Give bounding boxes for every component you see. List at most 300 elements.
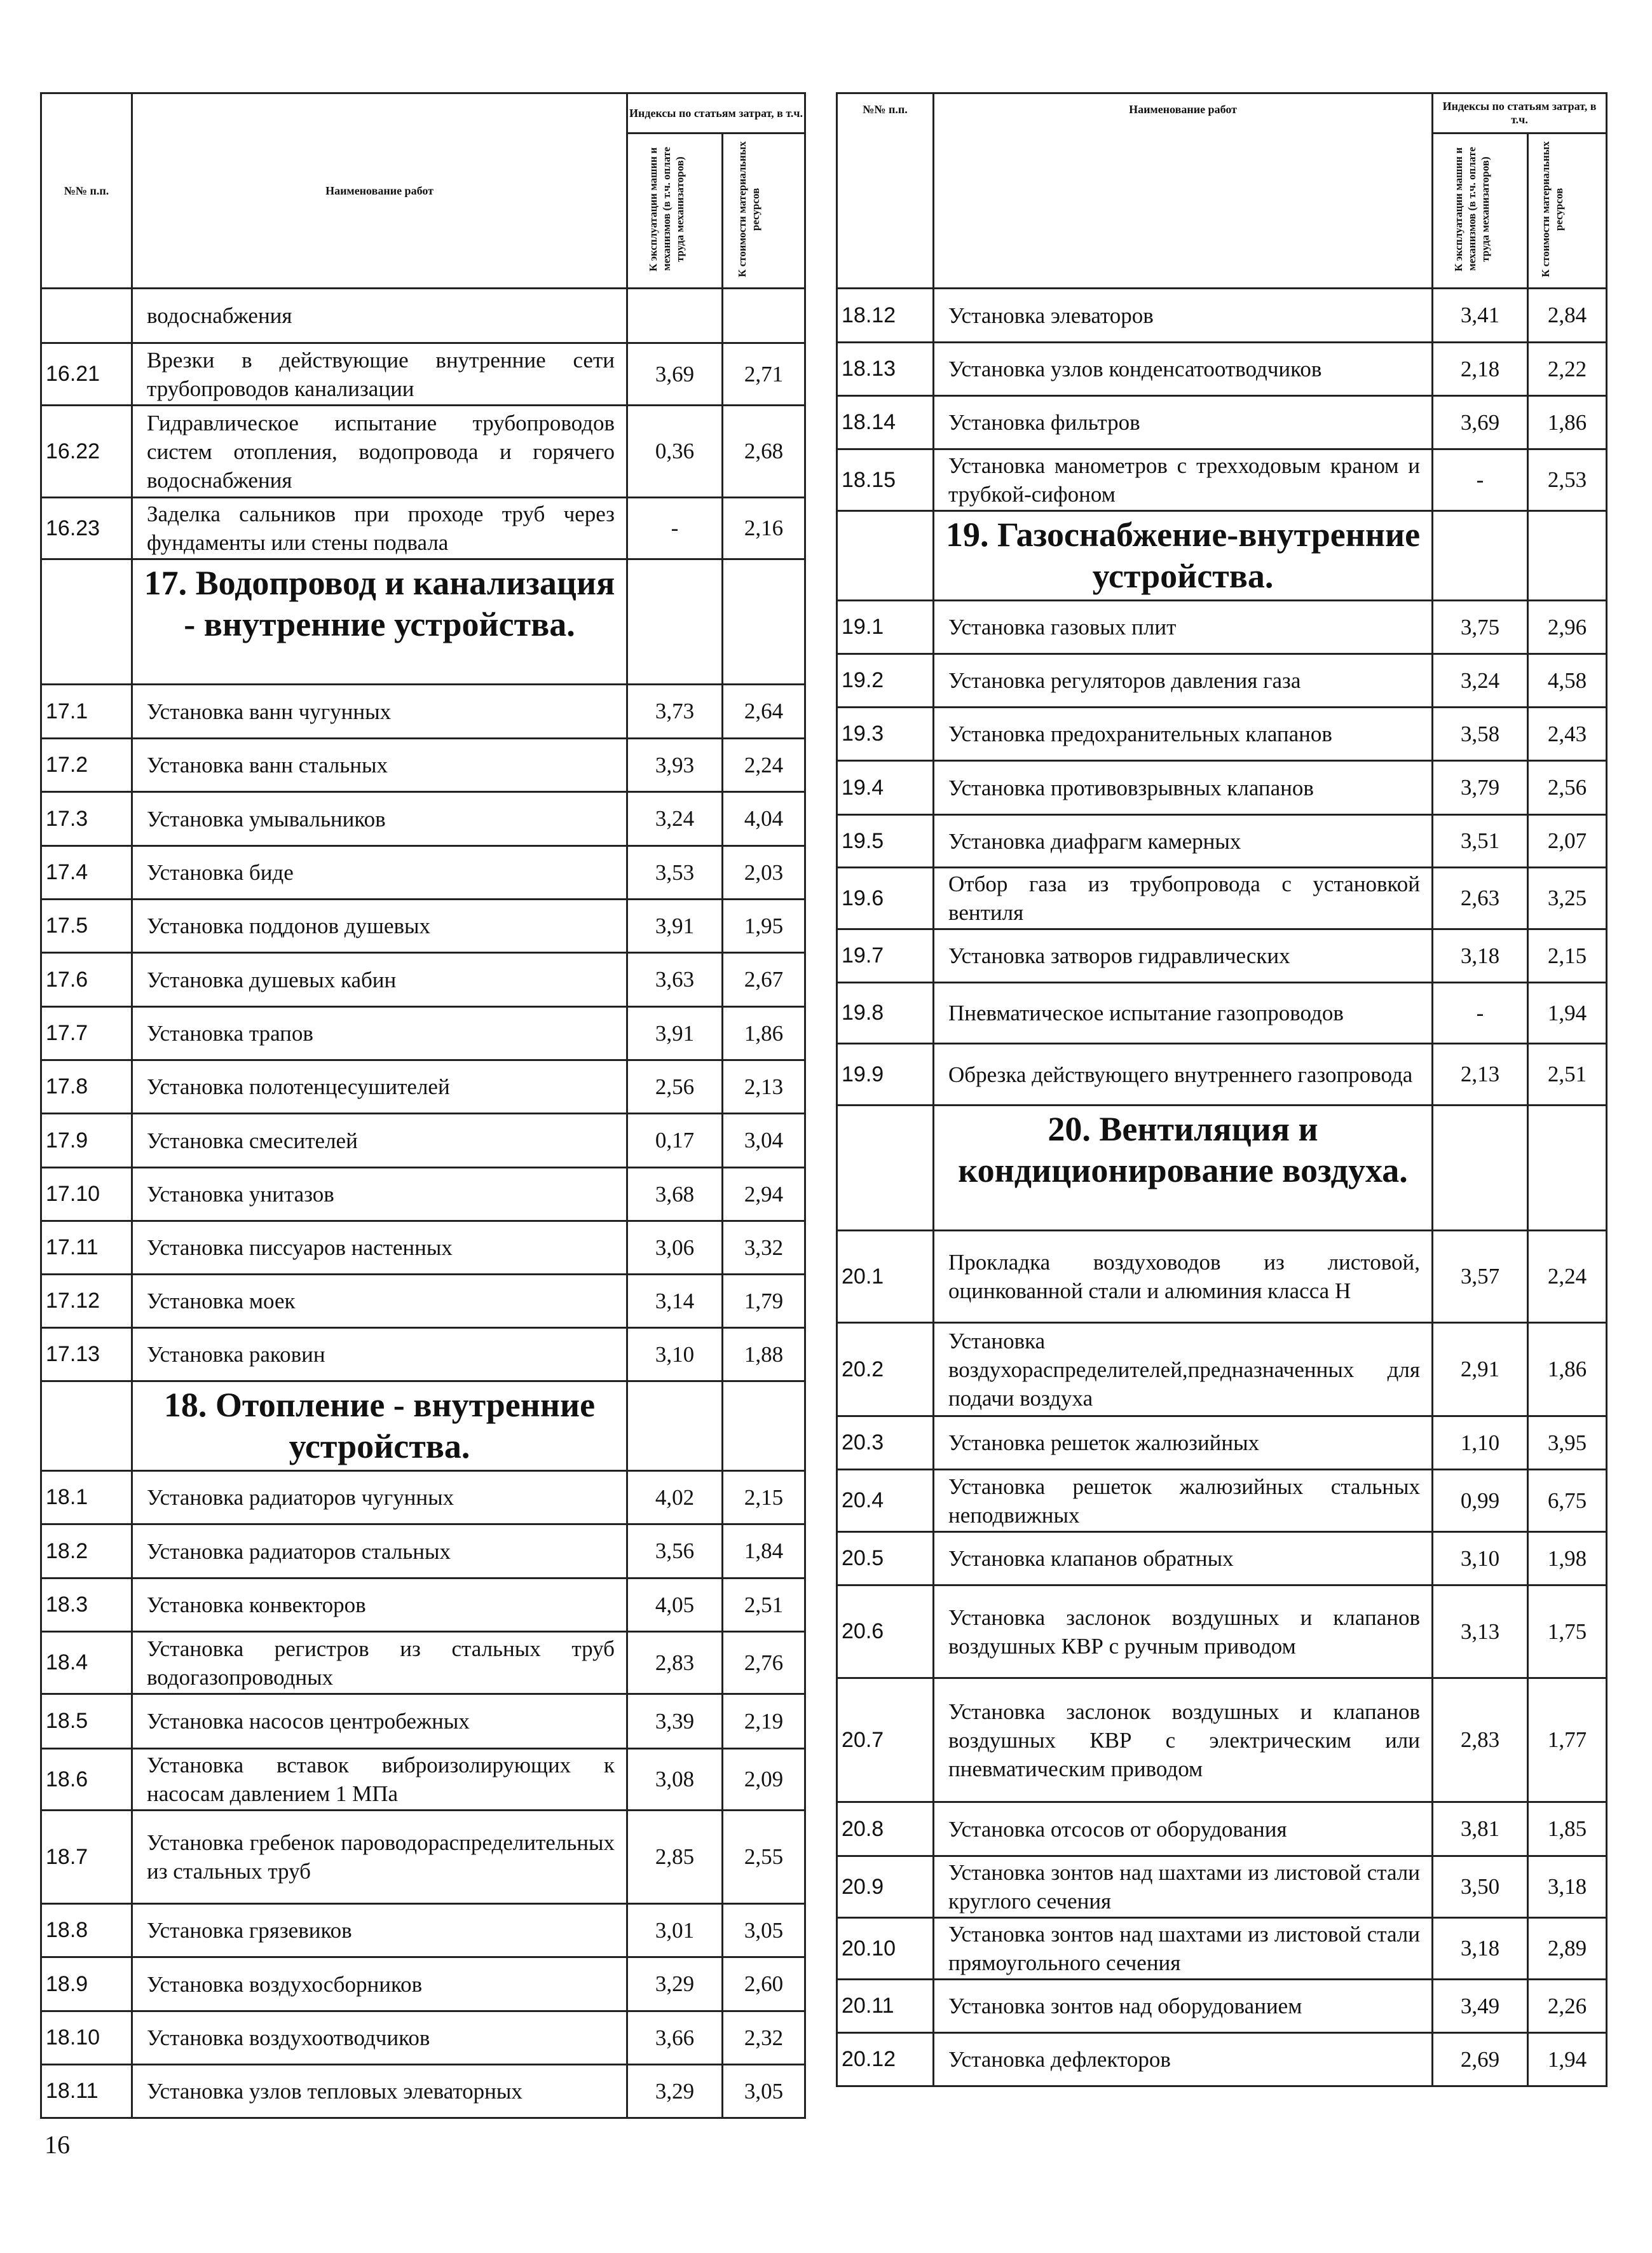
table-row: [41, 498, 805, 559]
machines-index: 2,56: [627, 1060, 723, 1114]
work-name: Установка воздухосборников: [132, 1957, 627, 2011]
work-name: Установка газовых плит: [934, 601, 1433, 654]
header-machines: К эксплуатации машин и механизмов (в т.ч. оплате труда механизаторов): [646, 147, 686, 271]
machines-index: -: [1433, 983, 1528, 1044]
machines-index: 2,63: [1433, 868, 1528, 929]
machines-index: 3,68: [627, 1168, 723, 1221]
row-number: 20.9: [837, 1856, 934, 1918]
machines-index: -: [1433, 449, 1528, 511]
materials-index: 1,94: [1528, 2033, 1607, 2086]
row-number: 18.14: [837, 396, 934, 449]
work-name: Установка затворов гидравлических: [934, 929, 1433, 983]
materials-index: 3,04: [723, 1114, 805, 1168]
work-name: Отбор газа из трубопровода с установкой вентиля: [934, 868, 1433, 929]
header-num: №№ п.п.: [837, 93, 934, 289]
machines-index: 0,99: [1433, 1470, 1528, 1532]
header-group: Индексы по статьям затрат, в т.ч.: [627, 93, 805, 134]
row-number: 18.12: [837, 289, 934, 343]
section-num-cell: [41, 1381, 132, 1471]
table-row: [41, 1007, 805, 1060]
materials-index: 2,60: [723, 1957, 805, 2011]
machines-index: 1,10: [1433, 1416, 1528, 1470]
machines-index: 3,08: [627, 1749, 723, 1811]
table-row: [837, 396, 1607, 449]
row-number: [41, 289, 132, 343]
machines-index: 3,29: [627, 2065, 723, 2118]
work-name: Установка душевых кабин: [132, 953, 627, 1007]
table-row: [41, 343, 805, 406]
machines-index: 3,66: [627, 2011, 723, 2065]
materials-index: 2,56: [1528, 761, 1607, 815]
materials-index: 2,16: [723, 498, 805, 559]
machines-index: 3,63: [627, 953, 723, 1007]
section-materials-cell: [723, 1381, 805, 1471]
machines-index: 3,41: [1433, 289, 1528, 343]
section-row: [837, 1106, 1607, 1231]
machines-index: 2,13: [1433, 1044, 1528, 1106]
header-materials-cell: [723, 134, 805, 289]
work-name: Гидравлическое испытание трубопроводов систем отопления, водопровода и горячего водоснабжения: [132, 406, 627, 498]
work-name: Установка решеток жалюзийных стальных неподвижных: [934, 1470, 1433, 1532]
row-number: 18.15: [837, 449, 934, 511]
row-number: 20.2: [837, 1323, 934, 1416]
materials-index: 1,79: [723, 1275, 805, 1328]
work-name: Установка решеток жалюзийных: [934, 1416, 1433, 1470]
materials-index: 3,05: [723, 2065, 805, 2118]
materials-index: 2,51: [1528, 1044, 1607, 1106]
materials-index: 1,95: [723, 900, 805, 953]
row-number: 18.10: [41, 2011, 132, 2065]
machines-index: 3,24: [1433, 654, 1528, 708]
machines-index: 3,39: [627, 1694, 723, 1749]
row-number: 17.10: [41, 1168, 132, 1221]
machines-index: 4,05: [627, 1578, 723, 1632]
machines-index: 3,56: [627, 1524, 723, 1578]
row-number: 18.8: [41, 1904, 132, 1957]
section-title: 18. Отопление - внутренние устройства.: [132, 1381, 627, 1471]
materials-index: 4,58: [1528, 654, 1607, 708]
machines-index: 3,18: [1433, 929, 1528, 983]
row-number: 19.9: [837, 1044, 934, 1106]
machines-index: 3,75: [1433, 601, 1528, 654]
section-row: [837, 511, 1607, 601]
table-row: [41, 1578, 805, 1632]
section-title: 19. Газоснабжение-внутренние устройства.: [934, 511, 1433, 601]
machines-index: 3,06: [627, 1221, 723, 1275]
materials-index: 6,75: [1528, 1470, 1607, 1532]
table-row: [837, 601, 1607, 654]
table-row: [837, 1416, 1607, 1470]
work-name: Установка узлов конденсатоотводчиков: [934, 343, 1433, 396]
row-number: 20.11: [837, 1980, 934, 2033]
work-name: Установка унитазов: [132, 1168, 627, 1221]
work-name: Установка дефлекторов: [934, 2033, 1433, 2086]
section-title: 20. Вентиляция и кондиционирование воздуха.: [934, 1106, 1433, 1231]
machines-index: 3,79: [1433, 761, 1528, 815]
materials-index: 2,07: [1528, 815, 1607, 868]
row-number: 19.7: [837, 929, 934, 983]
machines-index: 3,49: [1433, 1980, 1528, 2033]
materials-index: 1,88: [723, 1328, 805, 1381]
header-machines-cell: [1433, 134, 1528, 289]
work-name: Установка смесителей: [132, 1114, 627, 1168]
machines-index: 3,53: [627, 846, 723, 900]
table-row: [837, 929, 1607, 983]
section-row: [41, 1381, 805, 1471]
work-name: Установка узлов тепловых элеваторных: [132, 2065, 627, 2118]
machines-index: 0,17: [627, 1114, 723, 1168]
machines-index: 2,91: [1433, 1323, 1528, 1416]
machines-index: 3,93: [627, 739, 723, 792]
table-row: [41, 1904, 805, 1957]
work-name: Пневматическое испытание газопроводов: [934, 983, 1433, 1044]
machines-index: 3,01: [627, 1904, 723, 1957]
row-number: 20.5: [837, 1532, 934, 1585]
materials-index: 2,64: [723, 685, 805, 739]
row-number: 20.6: [837, 1585, 934, 1678]
materials-index: 2,84: [1528, 289, 1607, 343]
table-row: [837, 2033, 1607, 2086]
work-name: Установка зонтов над оборудованием: [934, 1980, 1433, 2033]
row-number: 19.1: [837, 601, 934, 654]
work-name: Установка моек: [132, 1275, 627, 1328]
header-group: Индексы по статьям затрат, в т.ч.: [1433, 93, 1607, 134]
table-row: [837, 1980, 1607, 2033]
row-number: 20.4: [837, 1470, 934, 1532]
row-number: 17.5: [41, 900, 132, 953]
work-name: Установка полотенцесушителей: [132, 1060, 627, 1114]
work-name: Установка насосов центробежных: [132, 1694, 627, 1749]
machines-index: 3,10: [627, 1328, 723, 1381]
table-row: [837, 1856, 1607, 1918]
table-row: [41, 406, 805, 498]
section-num-cell: [837, 511, 934, 601]
materials-index: 1,75: [1528, 1585, 1607, 1678]
materials-index: 2,53: [1528, 449, 1607, 511]
table-row: [41, 953, 805, 1007]
table-row: [837, 1470, 1607, 1532]
work-name: Установка поддонов душевых: [132, 900, 627, 953]
row-number: 18.2: [41, 1524, 132, 1578]
machines-index: 3,91: [627, 900, 723, 953]
table-row: [41, 1328, 805, 1381]
materials-index: 2,68: [723, 406, 805, 498]
table-row: [837, 1532, 1607, 1585]
table-row: [41, 900, 805, 953]
row-number: 20.3: [837, 1416, 934, 1470]
row-number: 17.13: [41, 1328, 132, 1381]
row-number: 17.2: [41, 739, 132, 792]
table-row: [837, 1918, 1607, 1980]
row-number: 18.1: [41, 1471, 132, 1524]
work-name: Установка гребенок пароводораспределительных из стальных труб: [132, 1811, 627, 1904]
machines-index: 3,58: [1433, 708, 1528, 761]
table-row: [41, 1275, 805, 1328]
work-name: Установка отсосов от оборудования: [934, 1802, 1433, 1856]
materials-index: 2,09: [723, 1749, 805, 1811]
header-materials: К стоимости материальных ресурсов: [735, 141, 761, 277]
header-name: Наименование работ: [132, 93, 627, 289]
row-number: 17.4: [41, 846, 132, 900]
table-row: [837, 1231, 1607, 1323]
materials-index: 2,51: [723, 1578, 805, 1632]
section-row: [41, 559, 805, 685]
table-row: [837, 449, 1607, 511]
row-number: 16.23: [41, 498, 132, 559]
work-name: Врезки в действующие внутренние сети трубопроводов канализации: [132, 343, 627, 406]
row-number: 18.6: [41, 1749, 132, 1811]
materials-index: 2,24: [1528, 1231, 1607, 1323]
work-name: Установка биде: [132, 846, 627, 900]
section-title: 17. Водопровод и канализация - внутренние устройства.: [132, 559, 627, 685]
work-name: Установка грязевиков: [132, 1904, 627, 1957]
section-machines-cell: [1433, 1106, 1528, 1231]
table-row: [41, 1471, 805, 1524]
materials-index: 2,76: [723, 1632, 805, 1694]
work-name: Установка радиаторов чугунных: [132, 1471, 627, 1524]
machines-index: 3,73: [627, 685, 723, 739]
work-name: Установка трапов: [132, 1007, 627, 1060]
header-name: Наименование работ: [934, 93, 1433, 289]
table-row: [41, 685, 805, 739]
row-number: 18.7: [41, 1811, 132, 1904]
materials-index: 2,43: [1528, 708, 1607, 761]
materials-index: 1,85: [1528, 1802, 1607, 1856]
table-row: [41, 1749, 805, 1811]
materials-index: 1,86: [1528, 396, 1607, 449]
section-machines-cell: [1433, 511, 1528, 601]
table-row: [41, 1060, 805, 1114]
machines-index: 3,69: [627, 343, 723, 406]
work-name: Установка вставок виброизолирующих к насосам давлением 1 МПа: [132, 1749, 627, 1811]
header-machines: К эксплуатации машин и механизмов (в т.ч. оплате труда механизаторов): [1452, 147, 1491, 271]
row-number: 17.3: [41, 792, 132, 846]
materials-index: 2,32: [723, 2011, 805, 2065]
machines-index: 2,18: [1433, 343, 1528, 396]
materials-index: 2,26: [1528, 1980, 1607, 2033]
materials-index: 2,89: [1528, 1918, 1607, 1980]
work-name: Установка ванн стальных: [132, 739, 627, 792]
table-row: [41, 1694, 805, 1749]
work-name: Установка радиаторов стальных: [132, 1524, 627, 1578]
materials-index: 2,96: [1528, 601, 1607, 654]
materials-index: 1,94: [1528, 983, 1607, 1044]
machines-index: 3,29: [627, 1957, 723, 2011]
materials-index: 1,77: [1528, 1678, 1607, 1802]
row-number: 19.2: [837, 654, 934, 708]
materials-index: 2,13: [723, 1060, 805, 1114]
row-number: 17.9: [41, 1114, 132, 1168]
section-machines-cell: [627, 1381, 723, 1471]
table-row: [837, 868, 1607, 929]
materials-index: 1,98: [1528, 1532, 1607, 1585]
section-machines-cell: [627, 559, 723, 685]
table-row: [41, 2065, 805, 2118]
work-name: Установка конвекторов: [132, 1578, 627, 1632]
work-name: Установка зонтов над шахтами из листовой стали круглого сечения: [934, 1856, 1433, 1918]
work-name: Установка фильтров: [934, 396, 1433, 449]
table-row: [837, 654, 1607, 708]
work-name: Установка раковин: [132, 1328, 627, 1381]
table-row: [837, 1802, 1607, 1856]
row-number: 20.7: [837, 1678, 934, 1802]
materials-index: 3,25: [1528, 868, 1607, 929]
materials-index: 3,32: [723, 1221, 805, 1275]
machines-index: 2,83: [627, 1632, 723, 1694]
table-row: [41, 792, 805, 846]
machines-index: 3,81: [1433, 1802, 1528, 1856]
machines-index: 0,36: [627, 406, 723, 498]
table-row: [41, 1957, 805, 2011]
materials-index: 2,94: [723, 1168, 805, 1221]
row-number: 19.3: [837, 708, 934, 761]
table-row: [837, 1323, 1607, 1416]
table-row: [41, 2011, 805, 2065]
materials-index: 3,95: [1528, 1416, 1607, 1470]
work-name: Установка регуляторов давления газа: [934, 654, 1433, 708]
work-name: Установка манометров с трехходовым краном и трубкой-сифоном: [934, 449, 1433, 511]
materials-index: 3,05: [723, 1904, 805, 1957]
work-name: Установка регистров из стальных труб водогазопроводных: [132, 1632, 627, 1694]
machines-index: 3,14: [627, 1275, 723, 1328]
materials-index: 1,86: [723, 1007, 805, 1060]
row-number: 20.10: [837, 1918, 934, 1980]
work-name: Установка воздухораспределителей,предназначенных для подачи воздуха: [934, 1323, 1433, 1416]
machines-index: 2,85: [627, 1811, 723, 1904]
table-row: [837, 983, 1607, 1044]
table-row: [41, 1632, 805, 1694]
row-number: 17.7: [41, 1007, 132, 1060]
materials-index: 2,19: [723, 1694, 805, 1749]
work-name: Установка противовзрывных клапанов: [934, 761, 1433, 815]
section-num-cell: [41, 559, 132, 685]
left-table: [40, 92, 806, 2119]
row-number: 20.12: [837, 2033, 934, 2086]
header-materials-cell: [1528, 134, 1607, 289]
work-name: Установка диафрагм камерных: [934, 815, 1433, 868]
page-number: 16: [44, 2130, 70, 2159]
row-number: 18.11: [41, 2065, 132, 2118]
machines-index: 3,69: [1433, 396, 1528, 449]
row-number: 20.8: [837, 1802, 934, 1856]
machines-index: 3,24: [627, 792, 723, 846]
table-row: [41, 846, 805, 900]
materials-index: 2,22: [1528, 343, 1607, 396]
machines-index: 2,69: [1433, 2033, 1528, 2086]
row-number: 19.8: [837, 983, 934, 1044]
table-row: [837, 815, 1607, 868]
row-number: 17.12: [41, 1275, 132, 1328]
table-row: [41, 1221, 805, 1275]
materials-index: 2,67: [723, 953, 805, 1007]
machines-index: 3,18: [1433, 1918, 1528, 1980]
work-name: Установка заслонок воздушных и клапанов воздушных КВР с электрическим или пневматическим приводом: [934, 1678, 1433, 1802]
materials-index: 1,86: [1528, 1323, 1607, 1416]
machines-index: 3,50: [1433, 1856, 1528, 1918]
row-number: 19.4: [837, 761, 934, 815]
row-number: 18.5: [41, 1694, 132, 1749]
work-name: Установка заслонок воздушных и клапанов воздушных КВР с ручным приводом: [934, 1585, 1433, 1678]
materials-index: 2,03: [723, 846, 805, 900]
table-row: [41, 739, 805, 792]
work-name: Прокладка воздуховодов из листовой, оцинкованной стали и алюминия класса Н: [934, 1231, 1433, 1323]
work-name: Обрезка действующего внутреннего газопровода: [934, 1044, 1433, 1106]
table-row: [837, 761, 1607, 815]
work-name: Установка клапанов обратных: [934, 1532, 1433, 1585]
section-materials-cell: [723, 559, 805, 685]
table-row: [41, 1114, 805, 1168]
machines-index: 2,83: [1433, 1678, 1528, 1802]
work-name: Заделка сальников при проходе труб через фундаменты или стены подвала: [132, 498, 627, 559]
table-row: [41, 1811, 805, 1904]
work-name: Установка зонтов над шахтами из листовой стали прямоугольного сечения: [934, 1918, 1433, 1980]
machines-index: [627, 289, 723, 343]
machines-index: 4,02: [627, 1471, 723, 1524]
row-number: 17.1: [41, 685, 132, 739]
work-name: Установка умывальников: [132, 792, 627, 846]
machines-index: 3,57: [1433, 1231, 1528, 1323]
row-number: 16.21: [41, 343, 132, 406]
row-number: 19.5: [837, 815, 934, 868]
row-number: 16.22: [41, 406, 132, 498]
header-machines-cell: [627, 134, 723, 289]
row-number: 17.6: [41, 953, 132, 1007]
work-name: Установка ванн чугунных: [132, 685, 627, 739]
table-row: [837, 343, 1607, 396]
work-name: Установка предохранительных клапанов: [934, 708, 1433, 761]
table-row: [41, 289, 805, 343]
section-num-cell: [837, 1106, 934, 1231]
materials-index: 2,15: [1528, 929, 1607, 983]
machines-index: 3,10: [1433, 1532, 1528, 1585]
row-number: 18.3: [41, 1578, 132, 1632]
work-name: водоснабжения: [132, 289, 627, 343]
row-number: 18.4: [41, 1632, 132, 1694]
table-row: [837, 708, 1607, 761]
section-materials-cell: [1528, 511, 1607, 601]
right-table: [836, 92, 1608, 2087]
materials-index: 2,71: [723, 343, 805, 406]
materials-index: [723, 289, 805, 343]
machines-index: 3,13: [1433, 1585, 1528, 1678]
machines-index: 3,51: [1433, 815, 1528, 868]
row-number: 17.11: [41, 1221, 132, 1275]
work-name: Установка писсуаров настенных: [132, 1221, 627, 1275]
work-name: Установка воздухоотводчиков: [132, 2011, 627, 2065]
materials-index: 2,55: [723, 1811, 805, 1904]
materials-index: 2,15: [723, 1471, 805, 1524]
work-name: Установка элеваторов: [934, 289, 1433, 343]
materials-index: 1,84: [723, 1524, 805, 1578]
materials-index: 3,18: [1528, 1856, 1607, 1918]
machines-index: -: [627, 498, 723, 559]
machines-index: 3,91: [627, 1007, 723, 1060]
materials-index: 4,04: [723, 792, 805, 846]
row-number: 18.13: [837, 343, 934, 396]
table-row: [837, 1585, 1607, 1678]
table-row: [41, 1168, 805, 1221]
section-materials-cell: [1528, 1106, 1607, 1231]
row-number: 17.8: [41, 1060, 132, 1114]
table-row: [837, 289, 1607, 343]
materials-index: 2,24: [723, 739, 805, 792]
header-num: №№ п.п.: [41, 93, 132, 289]
header-materials: К стоимости материальных ресурсов: [1539, 141, 1565, 277]
row-number: 18.9: [41, 1957, 132, 2011]
row-number: 20.1: [837, 1231, 934, 1323]
row-number: 19.6: [837, 868, 934, 929]
table-row: [837, 1044, 1607, 1106]
